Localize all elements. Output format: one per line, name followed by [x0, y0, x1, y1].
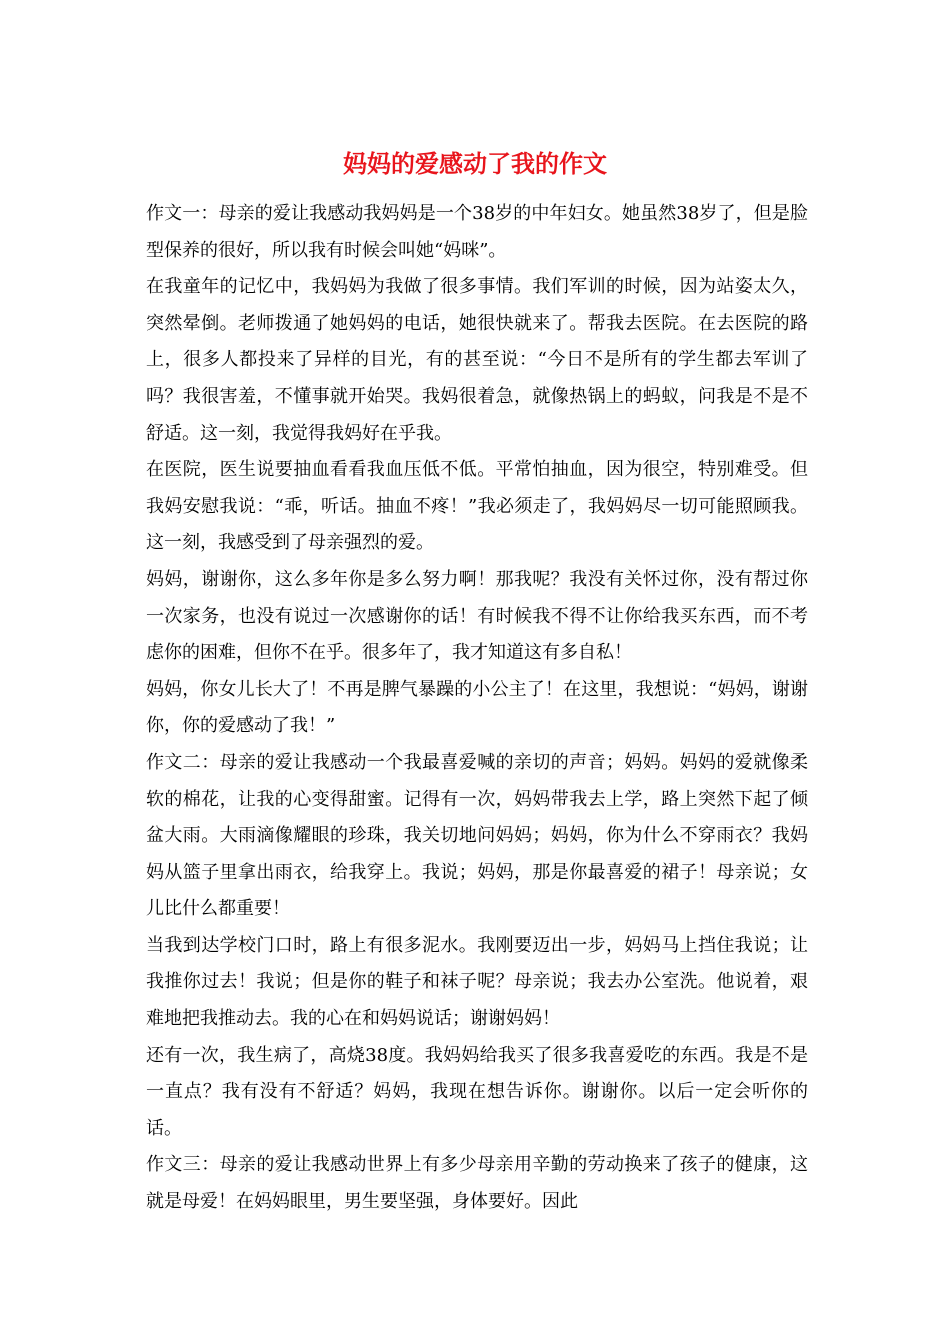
essay-body	[146, 196, 808, 1221]
paragraph-8: 还有一次，我生病了，高烧38度。我妈妈给我买了很多我喜爱吃的东西。我是不是一直点？我有没有不舒适？妈妈，我现在想告诉你。谢谢你。以后一定会听你的话。	[146, 1044, 808, 1139]
paragraph-7: 当我到达学校门口时，路上有很多泥水。我刚要迈出一步，妈妈马上挡住我说；让我推你过去！我说；但是你的鞋子和袜子呢？母亲说；我去办公室洗。他说着，艰难地把我推动去。我的心在和妈妈说话；谢谢妈妈！	[146, 934, 808, 1030]
paragraph-9: 作文三：母亲的爱让我感动世界上有多少母亲用辛勤的劳动换来了孩子的健康，这就是母爱！在妈妈眼里，男生要坚强，身体要好。因此	[146, 1154, 808, 1213]
paragraph-6: 作文二：母亲的爱让我感动一个我最喜爱喊的亲切的声音；妈妈。妈妈的爱就像柔软的棉花，让我的心变得甜蜜。记得有一次，妈妈带我去上学，路上突然下起了倾盆大雨。大雨滴像耀眼的珍珠，我关切地问妈妈；妈妈，你为什么不穿雨衣？我妈妈从篮子里拿出雨衣，给我穿上。我说；妈妈，那是你最喜爱的裙子！母亲说；女儿比什么都重要！	[146, 751, 808, 920]
paragraph-5: 妈妈，你女儿长大了！不再是脾气暴躁的小公主了！在这里，我想说：“妈妈，谢谢你，你的爱感动了我！”	[146, 678, 808, 737]
paragraph-1: 作文一：母亲的爱让我感动我妈妈是一个38岁的中年妇女。她虽然38岁了，但是脸型保养的很好，所以我有时候会叫她“妈咪”。	[146, 203, 808, 261]
paragraph-3: 在医院，医生说要抽血看看我血压低不低。平常怕抽血，因为很空，特别难受。但我妈安慰我说：“乖，听话。抽血不疼！”我必须走了，我妈妈尽一切可能照顾我。这一刻，我感受到了母亲强烈的爱。	[146, 459, 808, 554]
page-title: 妈妈的爱感动了我的作文	[343, 149, 607, 178]
paragraph-2: 在我童年的记忆中，我妈妈为我做了很多事情。我们军训的时候，因为站姿太久，突然晕倒。老师拨通了她妈妈的电话，她很快就来了。帮我去医院。在去医院的路上，很多人都投来了异样的目光，有的甚至说：“今日不是所有的学生都去军训了吗？我很害羞，不懂事就开始哭。我妈很着急，就像热锅上的蚂蚁，问我是不是不舒适。这一刻，我觉得我妈好在乎我。	[146, 276, 808, 444]
paragraph-4: 妈妈，谢谢你，这么多年你是多么努力啊！那我呢？我没有关怀过你，没有帮过你一次家务，也没有说过一次感谢你的话！有时候我不得不让你给我买东西，而不考虑你的困难，但你不在乎。很多年了，我才知道这有多自私！	[146, 568, 808, 664]
